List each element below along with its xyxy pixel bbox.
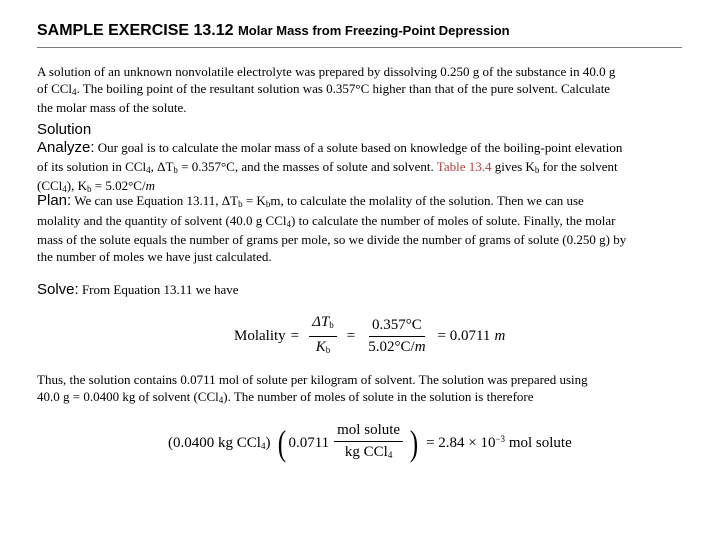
problem-statement	[37, 64, 615, 117]
problem-line-3: the molar mass of the solute.	[37, 100, 187, 115]
exercise-header	[37, 22, 510, 40]
molality-equation: Molality = $\frac{\Delta T_b}{K_b}$ = $\frac{0.357^\circ C}{5.02^\circ C/m}$ = 0.0711 m	[234, 314, 505, 359]
table-13-4-link[interactable]: Table 13.4	[436, 158, 492, 174]
analyze-line-3: (CCl$_4$), $K_b = 5.02^\circ C/m$	[37, 178, 155, 194]
after-line-1: Thus, the solution contains 0.0711 mol of solute per kilogram of solvent. The solution was prepared using	[37, 372, 588, 387]
plan-line-1: Plan: We can use Equation 13.11, $\Delta T_b = K_bm$, to calculate the molality of the solution. Then we can use	[37, 192, 584, 209]
analyze-label: Analyze:	[37, 139, 95, 156]
mol-per-kg-fraction: $\frac{\text{mol solute}}{kg CCl_4}$	[334, 422, 403, 464]
header-divider	[37, 47, 682, 48]
solution-heading: Solution	[37, 121, 92, 138]
solve-section	[37, 282, 239, 299]
numeric-fraction: $\frac{0.357^\circ C}{5.02^\circ C/m}$	[368, 317, 426, 355]
analyze-line-1: Analyze: Our goal is to calculate the molar mass of a solute based on knowledge of the boiling-point elevation	[37, 139, 623, 156]
solvent-mass-term: (0.0400 kg CCl$_4$)	[168, 434, 271, 451]
solve-label: Solve:	[37, 281, 79, 298]
plan-line-2: molality and the quantity of solvent (40.0 g CCl$_4$) to calculate the number of moles of solute. Finally, the molar	[37, 212, 616, 229]
plan-line-3: mass of the solute equals the number of grams per mole, so we divide the number of grams of solute (0.250 g) by	[37, 232, 627, 247]
exercise-title: Molar Mass from Freezing-Point Depression	[237, 23, 510, 38]
exercise-label: SAMPLE EXERCISE 13.12	[37, 22, 234, 39]
plan-line-4: the number of moles we have just calculated.	[37, 248, 272, 264]
delta-tb-over-kb: $\frac{\Delta T_b}{K_b}$	[309, 314, 337, 359]
moles-equation: (0.0400 kg CCl$_4$) ( 0.0711 $\frac{\text{mol solute}}{kg CCl_4}$ ) = $2.84 \times 10^{-3}$ mol solute	[168, 422, 572, 463]
plan-section	[37, 193, 626, 265]
analyze-line-2: of its solution in CCl$_4$, $\Delta T_b = 0.357^\circ C$, and the masses of solute and solvent. Table 13.4 gives $K_b$ for the solvent	[37, 158, 618, 175]
analyze-section	[37, 140, 622, 198]
molality-unit: m	[494, 328, 506, 344]
moles-explanation	[37, 372, 588, 408]
molality-lhs: Molality	[234, 328, 286, 344]
problem-line-2: of CCl$_4$. The boiling point of the resultant solution was 0.357°C higher than that of the pure solvent. Calculate	[37, 80, 611, 97]
problem-line-1: A solution of an unknown nonvolatile electrolyte was prepared by dissolving 0.250 g of the substance in 40.0 g	[37, 64, 616, 79]
molality-result: = 0.0711	[437, 328, 491, 344]
molality-value: 0.0711	[288, 434, 330, 451]
solve-text: From Equation 13.11 we have	[81, 282, 239, 297]
after-line-2: 40.0 g = 0.0400 kg of solvent (CCl$_4$). The number of moles of solute in the solution is therefore	[37, 388, 534, 405]
moles-result: = $2.84 \times 10^{-3}$ mol solute	[426, 434, 572, 451]
plan-label: Plan:	[37, 192, 72, 209]
